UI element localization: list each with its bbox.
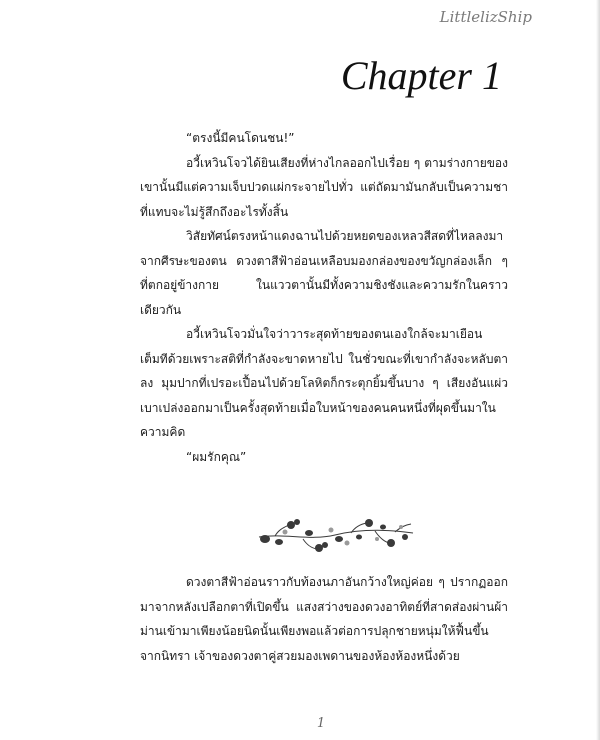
paragraph: “ตรงนี้มีคนโดนชน!”	[186, 131, 295, 145]
floral-divider-icon	[255, 515, 417, 555]
paragraph: ดวงตาสีฟ้าอ่อนราวกับท้องนภาอันกว้างใหญ่ค่อย ๆ ปรากฏออกมาจากหลังเปลือกตาที่เปิดขึ้น แสงสว่างของดวงอาทิตย์ที่สาดส่องผ่านผ้าม่านเข้ามาเพียงน้อยนิดนั้นเพียงพอแล้วต่อการปลุกชายหนุ่มให้ฟื้นขึ้นจากนิทรา เจ้าของดวงตาคู่สวยมองเพดานของห้องห้องหนึ่งด้วย	[140, 575, 508, 663]
paragraph: อวี้เหวินโจวมั่นใจว่าวาระสุดท้ายของตนเองใกล้จะมาเยือนเต็มทีด้วยเพราะสติที่กำลังจะขาดหายไป ในชั่วขณะที่เขากำลังจะหลับตาลง มุมปากที่เปรอะเปื้อนไปด้วยโลหิตก็กระตุกยิ้มขึ้นบาง ๆ เสียงอันแผ่วเบาเปล่งออกมาเป็นครั้งสุดท้ายเมื่อใบหน้าของคนคนหนึ่งที่ผุดขึ้นมาในความคิด	[140, 327, 508, 439]
chapter-title: Chapter 1	[340, 53, 502, 98]
chapter-body	[140, 126, 508, 469]
paragraph: “ผมรักคุณ”	[186, 449, 247, 464]
page-number: 1	[316, 716, 326, 731]
header-brand: LittlelizShip	[439, 8, 532, 26]
paragraph: อวี้เหวินโจวได้ยินเสียงที่ห่างไกลออกไปเรื่อย ๆ ตามร่างกายของเขานั้นมีแต่ความเจ็บปวดแผ่กระจายไปทั่ว แต่ถัดมามันกลับเป็นความชาที่แทบจะไม่รู้สึกถึงอะไรทั้งสิ้น	[140, 155, 508, 219]
paragraph: วิสัยทัศน์ตรงหน้าแดงฉานไปด้วยหยดของเหลวสีสดที่ไหลลงมาจากศีรษะของตน ดวงตาสีฟ้าอ่อนเหลือบมองกล่องของขวัญกล่องเล็ก ๆ ที่ตกอยู่ข้างกาย ในแววตานั้นมีทั้งความชิงชังและความรักในคราวเดียวกัน	[140, 229, 508, 317]
chapter-body-continued	[140, 570, 508, 668]
